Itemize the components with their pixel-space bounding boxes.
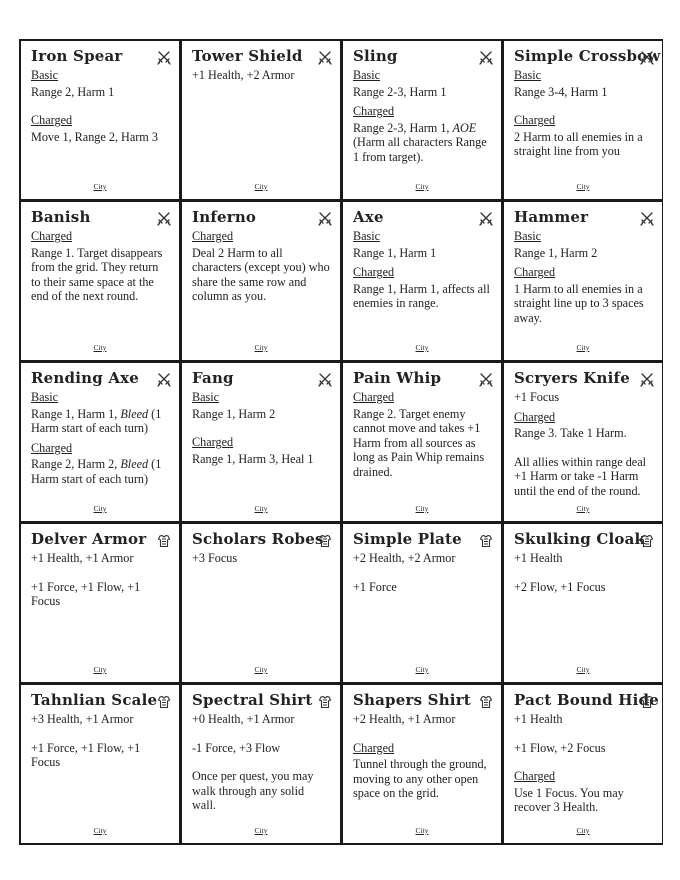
card-location: City bbox=[415, 826, 429, 835]
card-title: Hammer bbox=[514, 208, 589, 226]
ability-label: Basic bbox=[514, 229, 542, 243]
card-title: Scryers Knife bbox=[514, 369, 630, 387]
card-body bbox=[31, 551, 170, 609]
ability-label: Charged bbox=[353, 104, 395, 119]
card-text: Range 1, Harm 1, Bleed (1 Harm start of each turn) bbox=[31, 406, 162, 436]
card-title: Axe bbox=[353, 208, 384, 226]
card-body bbox=[192, 712, 331, 813]
card-text: Tunnel through the ground, moving to any other open space on the grid. bbox=[353, 757, 487, 801]
ability-label: Basic bbox=[31, 390, 59, 404]
card-body bbox=[353, 712, 492, 801]
card-sheet bbox=[19, 39, 663, 845]
card-text: Once per quest, you may walk through any solid wall. bbox=[192, 769, 314, 813]
crossed-swords-icon bbox=[157, 50, 171, 64]
crossed-swords-icon bbox=[640, 50, 654, 64]
card-text: Range 1, Harm 1, affects all enemies in range. bbox=[353, 281, 490, 311]
card-title: Inferno bbox=[192, 208, 257, 226]
card-title: Tower Shield bbox=[192, 47, 303, 65]
ability-label: Charged bbox=[514, 113, 556, 128]
armor-icon bbox=[640, 533, 654, 547]
crossed-swords-icon bbox=[318, 211, 332, 225]
card-body bbox=[514, 712, 653, 815]
card-text: Deal 2 Harm to all characters (except you) who share the same row and column as you. bbox=[192, 245, 330, 304]
card-text: Range 2-3, Harm 1 bbox=[353, 84, 447, 99]
card-body bbox=[31, 229, 170, 304]
ability-label: Basic bbox=[514, 68, 542, 82]
armor-icon bbox=[479, 694, 493, 708]
card-text: +2 Health, +2 Armor bbox=[353, 551, 456, 565]
card-text: +1 Focus bbox=[514, 390, 560, 404]
ability-label: Charged bbox=[353, 265, 395, 280]
equipment-card bbox=[181, 201, 341, 361]
crossed-swords-icon bbox=[640, 372, 654, 386]
equipment-card bbox=[181, 40, 341, 200]
card-title: Tahnlian Scale bbox=[31, 691, 158, 709]
card-title: Simple Plate bbox=[353, 530, 462, 548]
card-location: City bbox=[576, 343, 590, 352]
card-location: City bbox=[576, 665, 590, 674]
equipment-card bbox=[181, 684, 341, 844]
ability-label: Charged bbox=[192, 435, 234, 450]
card-location: City bbox=[254, 826, 268, 835]
card-body bbox=[353, 390, 492, 480]
ability-label: Charged bbox=[514, 769, 556, 784]
card-text: +1 Force, +1 Flow, +1 Focus bbox=[31, 579, 141, 609]
card-body bbox=[192, 229, 331, 304]
card-text: +1 Flow, +2 Focus bbox=[514, 740, 606, 755]
card-text: +1 Health, +2 Armor bbox=[192, 68, 295, 82]
card-body bbox=[31, 390, 170, 487]
card-body bbox=[31, 68, 170, 144]
crossed-swords-icon bbox=[157, 211, 171, 225]
card-text: +3 Health, +1 Armor bbox=[31, 712, 134, 726]
card-text: Range 3. Take 1 Harm. bbox=[514, 426, 627, 441]
card-text: +1 Health, +1 Armor bbox=[31, 551, 134, 565]
card-title: Delver Armor bbox=[31, 530, 147, 548]
equipment-card bbox=[20, 40, 180, 200]
card-title: Pact Bound Hide bbox=[514, 691, 659, 709]
card-location: City bbox=[576, 504, 590, 513]
card-text: +2 Flow, +1 Focus bbox=[514, 579, 606, 594]
card-text: Use 1 Focus. You may recover 3 Health. bbox=[514, 785, 624, 815]
card-text: +1 Health bbox=[514, 712, 563, 726]
card-text: Range 1, Harm 3, Heal 1 bbox=[192, 451, 314, 466]
keyword: Bleed bbox=[120, 457, 149, 472]
equipment-card bbox=[342, 40, 502, 200]
card-body bbox=[192, 551, 331, 566]
card-text: -1 Force, +3 Flow bbox=[192, 740, 281, 755]
equipment-card bbox=[342, 684, 502, 844]
card-title: Shapers Shirt bbox=[353, 691, 471, 709]
card-location: City bbox=[415, 665, 429, 674]
card-location: City bbox=[93, 504, 107, 513]
card-title: Skulking Cloak bbox=[514, 530, 646, 548]
card-text: +1 Health bbox=[514, 551, 563, 565]
armor-icon bbox=[157, 694, 171, 708]
card-text: +0 Health, +1 Armor bbox=[192, 712, 295, 726]
card-location: City bbox=[415, 182, 429, 191]
keyword: Bleed bbox=[120, 406, 149, 421]
card-text: All allies within range deal +1 Harm or take -1 Harm until the end of the round. bbox=[514, 454, 646, 498]
equipment-card bbox=[20, 523, 180, 683]
card-text: Range 2. Target enemy cannot move and takes +1 Harm from all sources as long as Pain Whip remains drained. bbox=[353, 406, 485, 479]
armor-icon bbox=[157, 533, 171, 547]
card-body bbox=[514, 390, 653, 499]
card-text: Range 1. Target disappears from the grid. They return to their same space at the end of the next round. bbox=[31, 245, 163, 304]
equipment-card bbox=[342, 523, 502, 683]
crossed-swords-icon bbox=[318, 372, 332, 386]
card-body bbox=[31, 712, 170, 770]
card-text: +1 Force bbox=[353, 579, 397, 594]
ability-label: Charged bbox=[31, 440, 73, 455]
card-title: Simple Crossbow bbox=[514, 47, 661, 65]
card-location: City bbox=[93, 826, 107, 835]
equipment-card bbox=[20, 201, 180, 361]
crossed-swords-icon bbox=[479, 372, 493, 386]
armor-icon bbox=[640, 694, 654, 708]
equipment-card bbox=[503, 362, 663, 522]
keyword: AOE bbox=[452, 120, 477, 135]
equipment-card bbox=[20, 362, 180, 522]
ability-label: Basic bbox=[353, 229, 381, 243]
ability-label: Charged bbox=[353, 740, 395, 755]
ability-label: Charged bbox=[31, 113, 73, 128]
ability-label: Basic bbox=[353, 68, 381, 82]
card-body bbox=[353, 68, 492, 165]
ability-label: Charged bbox=[31, 229, 73, 243]
card-body bbox=[353, 551, 492, 594]
equipment-card bbox=[342, 362, 502, 522]
card-title: Spectral Shirt bbox=[192, 691, 313, 709]
card-text: Range 2-3, Harm 1, AOE (Harm all characters Range 1 from target). bbox=[353, 120, 487, 164]
ability-label: Charged bbox=[514, 409, 556, 424]
crossed-swords-icon bbox=[318, 50, 332, 64]
card-location: City bbox=[93, 343, 107, 352]
ability-label: Basic bbox=[192, 390, 220, 404]
crossed-swords-icon bbox=[479, 50, 493, 64]
card-location: City bbox=[576, 182, 590, 191]
card-text: +1 Force, +1 Flow, +1 Focus bbox=[31, 740, 141, 770]
card-location: City bbox=[254, 665, 268, 674]
card-body bbox=[514, 68, 653, 159]
card-location: City bbox=[415, 343, 429, 352]
card-body bbox=[353, 229, 492, 311]
card-location: City bbox=[415, 504, 429, 513]
ability-label: Charged bbox=[514, 265, 556, 280]
ability-label: Charged bbox=[353, 390, 395, 404]
card-text: Range 1, Harm 1 bbox=[353, 245, 437, 260]
armor-icon bbox=[318, 694, 332, 708]
card-text: 2 Harm to all enemies in a straight line from you bbox=[514, 129, 643, 159]
card-text: Range 2, Harm 2, Bleed (1 Harm start of each turn) bbox=[31, 457, 162, 486]
card-location: City bbox=[93, 665, 107, 674]
equipment-card bbox=[503, 523, 663, 683]
crossed-swords-icon bbox=[157, 372, 171, 386]
card-title: Scholars Robes bbox=[192, 530, 324, 548]
card-title: Rending Axe bbox=[31, 369, 140, 387]
equipment-card bbox=[503, 201, 663, 361]
card-body bbox=[514, 229, 653, 326]
card-location: City bbox=[576, 826, 590, 835]
card-body bbox=[514, 551, 653, 594]
card-text: Range 2, Harm 1 bbox=[31, 84, 115, 99]
card-text: +3 Focus bbox=[192, 551, 238, 565]
card-body bbox=[192, 390, 331, 466]
card-location: City bbox=[93, 182, 107, 191]
crossed-swords-icon bbox=[640, 211, 654, 225]
equipment-card bbox=[181, 523, 341, 683]
card-title: Pain Whip bbox=[353, 369, 442, 387]
equipment-card bbox=[20, 684, 180, 844]
card-location: City bbox=[254, 182, 268, 191]
equipment-card bbox=[342, 201, 502, 361]
card-text: Range 1, Harm 2 bbox=[514, 245, 598, 260]
card-body bbox=[192, 68, 331, 83]
card-text: Range 1, Harm 2 bbox=[192, 406, 276, 421]
card-title: Sling bbox=[353, 47, 398, 65]
card-title: Banish bbox=[31, 208, 91, 226]
card-location: City bbox=[254, 343, 268, 352]
card-title: Iron Spear bbox=[31, 47, 123, 65]
card-title: Fang bbox=[192, 369, 234, 387]
equipment-card bbox=[503, 40, 663, 200]
card-text: Range 3-4, Harm 1 bbox=[514, 84, 608, 99]
crossed-swords-icon bbox=[479, 211, 493, 225]
equipment-card bbox=[181, 362, 341, 522]
card-text: +2 Health, +1 Armor bbox=[353, 712, 456, 726]
card-text: 1 Harm to all enemies in a straight line up to 3 spaces away. bbox=[514, 281, 644, 325]
ability-label: Basic bbox=[31, 68, 59, 82]
armor-icon bbox=[318, 533, 332, 547]
ability-label: Charged bbox=[192, 229, 234, 243]
card-text: Move 1, Range 2, Harm 3 bbox=[31, 129, 158, 144]
armor-icon bbox=[479, 533, 493, 547]
card-location: City bbox=[254, 504, 268, 513]
equipment-card bbox=[503, 684, 663, 844]
